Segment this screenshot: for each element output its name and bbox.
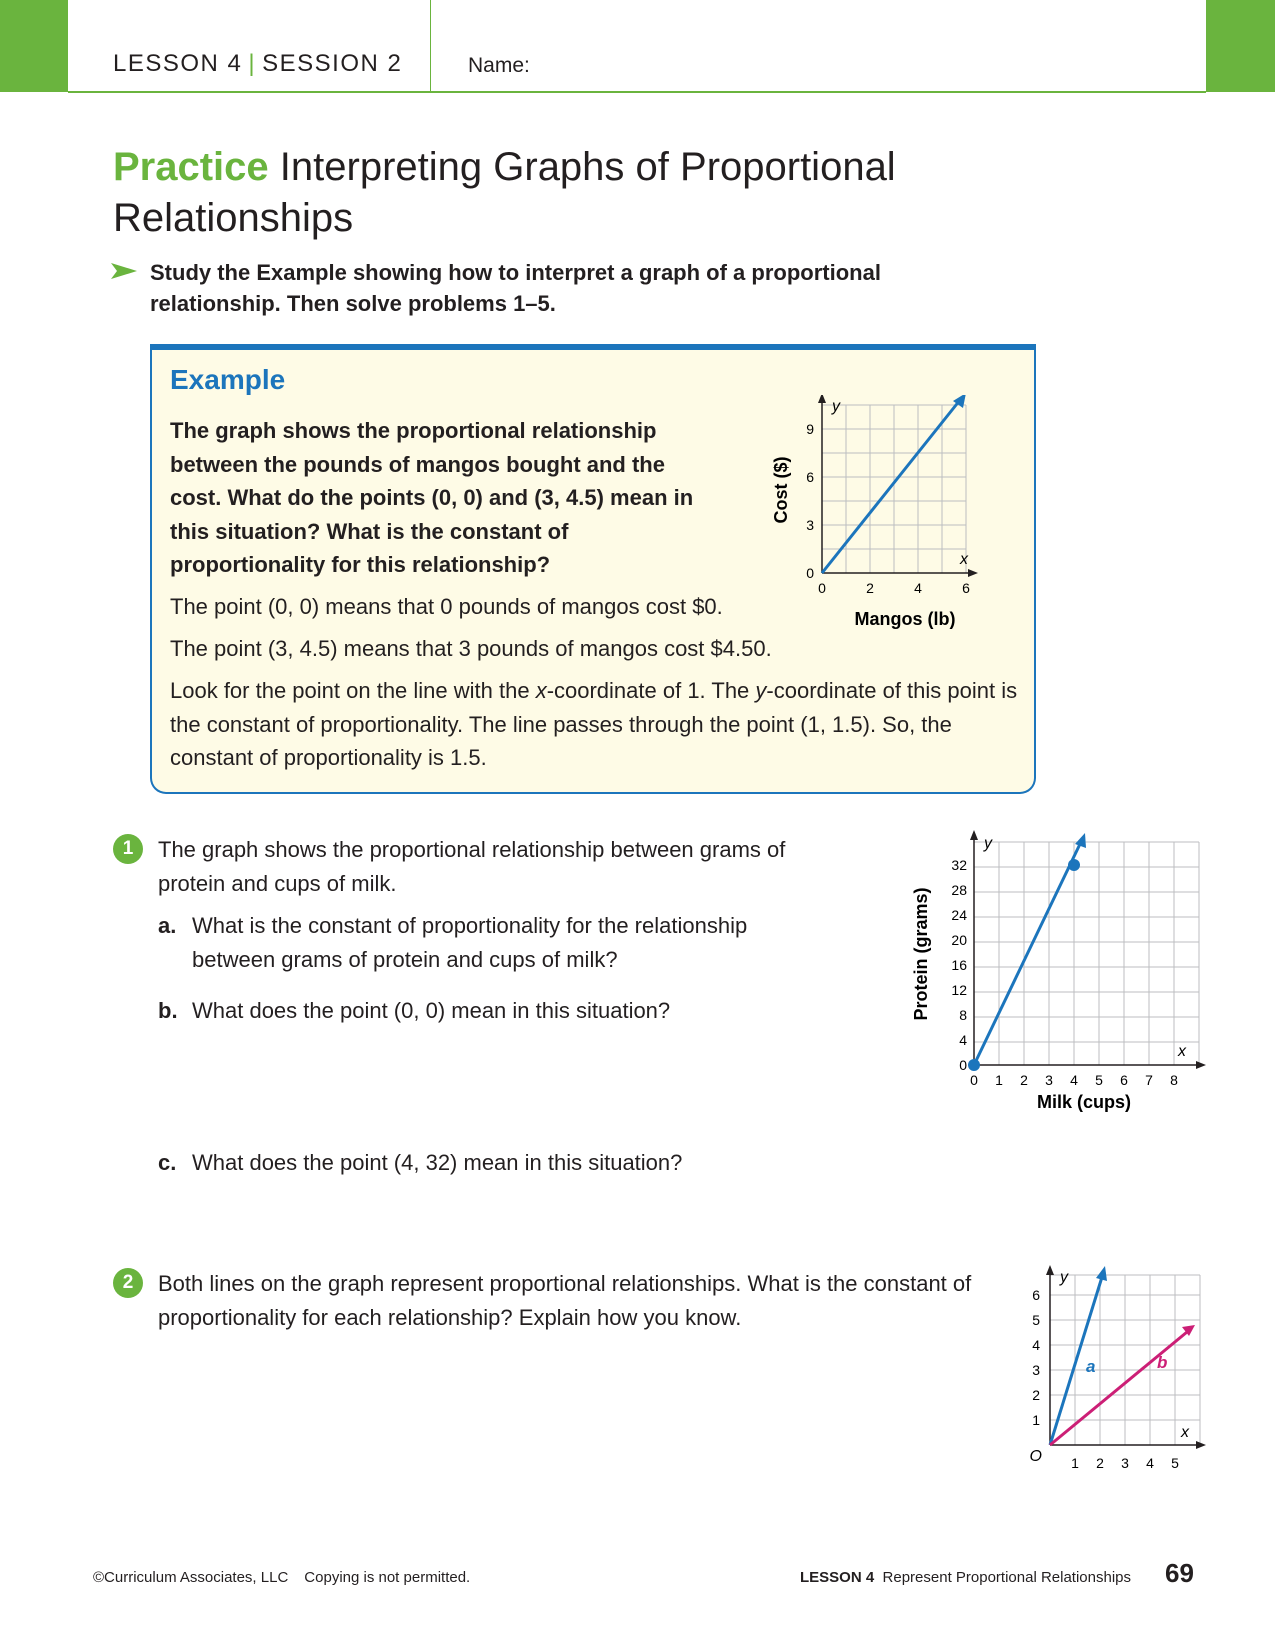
x-tick-label: 2 — [1020, 1072, 1028, 1088]
y-tick-label: 9 — [806, 421, 814, 437]
origin-label: O — [1029, 1448, 1042, 1465]
y-tick-label: 3 — [806, 517, 814, 533]
line-a-label: a — [1086, 1357, 1096, 1376]
x-tick-label: 0 — [818, 580, 826, 596]
x-axis-letter: x — [1181, 1424, 1189, 1441]
example-line — [822, 400, 960, 573]
line-arrow-icon — [1075, 833, 1086, 848]
y-tick-label: 6 — [806, 469, 814, 485]
x-tick-label: 4 — [914, 580, 922, 596]
problem-1-text: The graph shows the proportional relationship between grams of protein and cups of milk. — [158, 837, 786, 896]
problem-1c — [158, 1146, 838, 1180]
problem-1c-label: c. — [158, 1150, 177, 1175]
y-tick-label: 8 — [959, 1007, 967, 1023]
y-tick-label: 4 — [959, 1032, 967, 1048]
example-answer-1: The point (0, 0) means that 0 pounds of mangos cost $0. — [170, 594, 723, 619]
example-heading: Example — [170, 364, 286, 395]
x-tick-label: 6 — [962, 580, 970, 596]
problem-2-text: Both lines on the graph represent proportional relationships. What is the constant of proportionality for each relationship? Explain how you know. — [158, 1271, 972, 1330]
x-axis-label: Mangos (lb) — [854, 609, 956, 629]
example-question: The graph shows the proportional relationship between the pounds of mangos bought and the cost. What do the points (0, 0) and (3, 4.5) mean in this situation? What is the constant of proportionality for this relationship? — [170, 418, 694, 577]
y-tick-label: 32 — [951, 857, 967, 873]
x-tick-label: 2 — [866, 580, 874, 596]
x-tick-label: 1 — [1071, 1455, 1079, 1471]
arrow-icon — [111, 261, 139, 281]
x-axis-arrow-icon — [968, 569, 978, 577]
footer-lesson: LESSON 4 Represent Proportional Relationships — [800, 1569, 1132, 1586]
x-tick-label: 7 — [1145, 1072, 1153, 1088]
x-tick-label: 8 — [1170, 1072, 1178, 1088]
problem-1-number: 1 — [113, 834, 143, 864]
problem-1b — [158, 994, 838, 1028]
problem-1c-text: What does the point (4, 32) mean in this situation? — [192, 1150, 683, 1175]
y-axis-label: Cost ($) — [771, 456, 791, 524]
page-number: 69 — [1165, 1558, 1194, 1588]
example-answer-3: Look for the point on the line with the x-coordinate of 1. The y-coordinate of this point is the constant of proportionality. The line passes through the point (1, 1.5). So, the constant of proportionality is 1.5. — [170, 678, 1018, 770]
point-origin — [968, 1059, 980, 1071]
y-axis-letter: y — [832, 398, 840, 415]
example-graph — [760, 395, 1010, 635]
header-accent-left — [0, 0, 68, 92]
x-tick-label: 0 — [970, 1072, 978, 1088]
page-title — [113, 142, 1113, 244]
point-4-32 — [1068, 859, 1080, 871]
problem-2-graph-grid — [1050, 1275, 1200, 1445]
instruction-text: Study the Example showing how to interpret a graph of a proportional relationship. Then solve problems 1–5. — [150, 260, 881, 316]
line-b — [1050, 1332, 1187, 1445]
problem-2-graph — [1020, 1265, 1210, 1480]
y-tick-label: 6 — [1032, 1287, 1040, 1303]
problem-2-number: 2 — [113, 1268, 143, 1298]
y-tick-label: 2 — [1032, 1387, 1040, 1403]
name-label: Name: — [468, 54, 530, 77]
lesson-session-label: LESSON 4 | SESSION 2 — [113, 50, 403, 77]
x-tick-label: 2 — [1096, 1455, 1104, 1471]
y-tick-label: 0 — [806, 565, 814, 581]
y-tick-label: 4 — [1032, 1337, 1040, 1353]
y-tick-label: 3 — [1032, 1362, 1040, 1378]
header-divider — [430, 0, 431, 92]
y-tick-label: 5 — [1032, 1312, 1040, 1328]
problem-1a — [158, 909, 838, 976]
y-axis-label: Protein (grams) — [911, 887, 931, 1021]
problem-1b-text: What does the point (0, 0) mean in this situation? — [192, 998, 671, 1023]
problem-1a-label: a. — [158, 913, 177, 938]
line-b-label: b — [1157, 1353, 1168, 1372]
header-accent-right — [1206, 0, 1275, 92]
x-axis-letter: x — [960, 551, 968, 568]
title-rest: Interpreting Graphs of Proportional Relationships — [113, 145, 896, 240]
problem-1-graph-grid — [974, 842, 1199, 1065]
y-tick-label: 28 — [951, 882, 967, 898]
y-axis-letter: y — [984, 835, 992, 852]
problem-1a-text: What is the constant of proportionality for the relationship between grams of protein and cups of milk? — [192, 913, 748, 972]
x-tick-label: 4 — [1070, 1072, 1078, 1088]
x-tick-label: 1 — [995, 1072, 1003, 1088]
footer-copyright: ©Curriculum Associates, LLC Copying is not permitted. — [93, 1569, 471, 1586]
y-tick-label: 0 — [959, 1057, 967, 1073]
y-tick-label: 1 — [1032, 1412, 1040, 1428]
x-tick-label: 3 — [1045, 1072, 1053, 1088]
x-axis-arrow-icon — [1196, 1061, 1206, 1069]
x-tick-label: 4 — [1146, 1455, 1154, 1471]
example-answer-2: The point (3, 4.5) means that 3 pounds of mangos cost $4.50. — [170, 636, 772, 661]
problem-1-graph — [910, 830, 1210, 1115]
x-axis-label: Milk (cups) — [1036, 1092, 1132, 1112]
session-label: SESSION 2 — [262, 50, 403, 77]
title-practice: Practice — [113, 145, 269, 189]
y-tick-label: 24 — [951, 907, 967, 923]
y-tick-label: 16 — [951, 957, 967, 973]
lesson-label: LESSON 4 — [113, 50, 243, 77]
y-tick-label: 20 — [951, 932, 967, 948]
problem-1-line — [974, 844, 1080, 1065]
x-axis-letter: x — [1178, 1043, 1186, 1060]
x-tick-label: 5 — [1171, 1455, 1179, 1471]
problem-1b-label: b. — [158, 998, 178, 1023]
x-tick-label: 5 — [1095, 1072, 1103, 1088]
y-axis-arrow-icon — [818, 395, 826, 403]
x-tick-label: 3 — [1121, 1455, 1129, 1471]
y-axis-letter: y — [1060, 1269, 1068, 1286]
line-a-arrow-icon — [1096, 1266, 1107, 1281]
y-axis-arrow-icon — [1046, 1265, 1054, 1275]
x-axis-arrow-icon — [1196, 1441, 1206, 1449]
header-rule — [68, 91, 1206, 93]
y-tick-label: 12 — [951, 982, 967, 998]
x-tick-label: 6 — [1120, 1072, 1128, 1088]
y-axis-arrow-icon — [970, 830, 978, 840]
